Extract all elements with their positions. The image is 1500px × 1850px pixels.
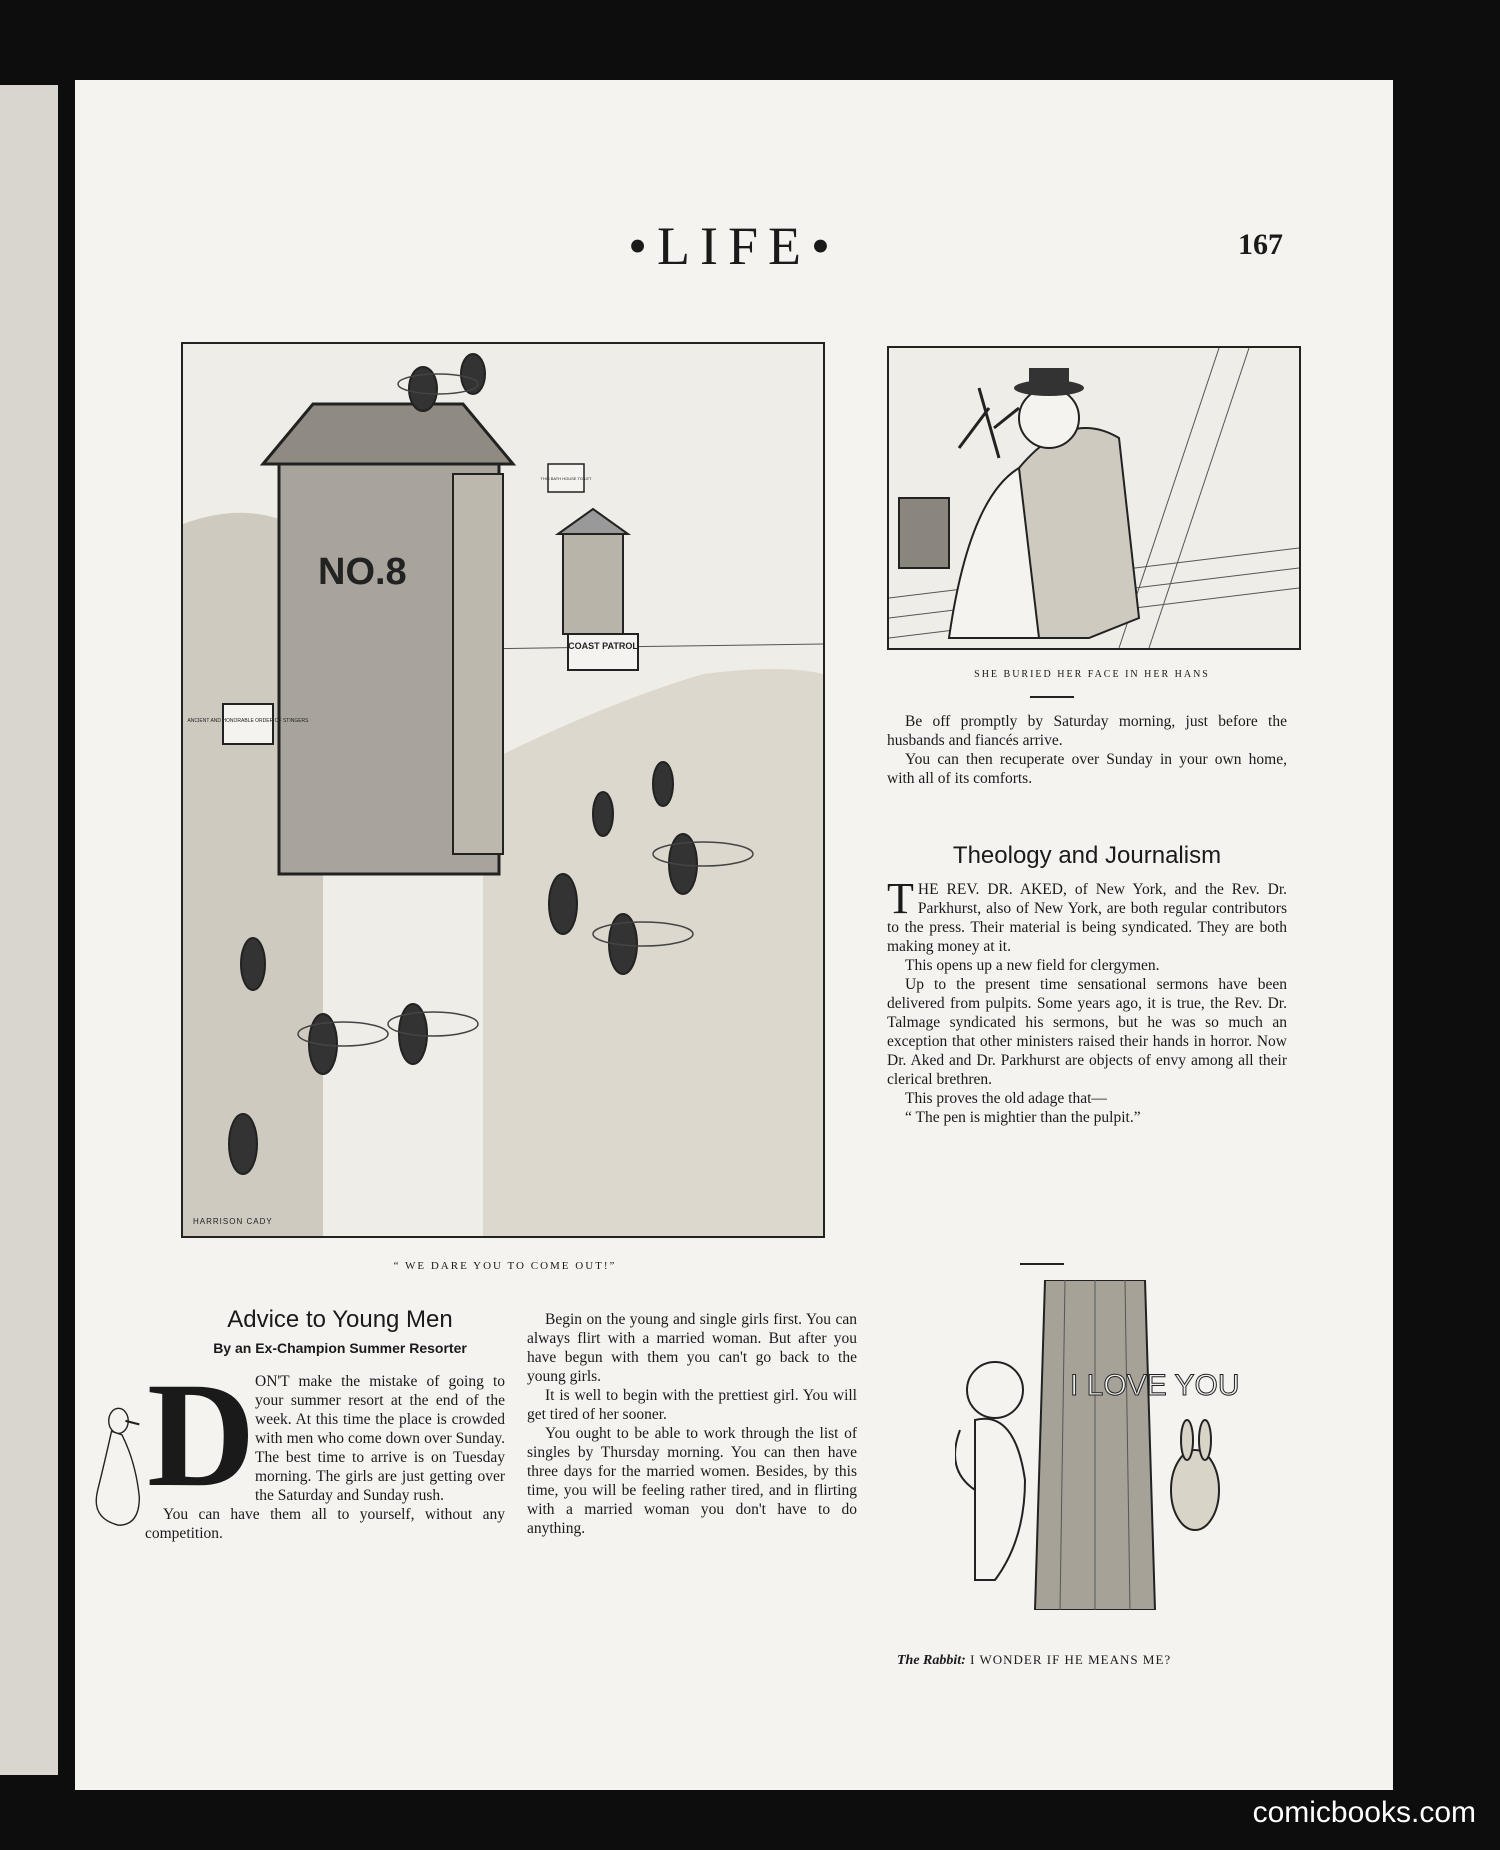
theology-headline: Theology and Journalism — [952, 842, 1222, 869]
caption-speaker: The Rabbit: — [897, 1653, 966, 1668]
cupid-illustration — [955, 1280, 1275, 1610]
advice-col3-paragraph: You can then recuperate over Sunday in your own home, with all of its comforts. — [887, 751, 1287, 787]
main-illustration — [181, 342, 825, 1238]
advice-column-2 — [527, 1310, 857, 1538]
theology-paragraph: Up to the present time sensational sermons have been delivered from pulpits. Some years ago, it is true, the Rev. Dr. Talmage syndicated his sermons, but he was so much an exception that other ministers raised their hands in horror. Now Dr. Aked and Dr. Parkhurst are objects of envy among all their clerical brethren. — [887, 976, 1287, 1088]
page-number: 167 — [1238, 228, 1283, 261]
advice-col1-paragraph: ON'T make the mistake of going to your summer resort at the end of the week. At this time the place is crowded with men who come down over Sunday. The best time to arrive is on Tuesday morning. The girls are just getting over the Saturday and Sunday rush. — [255, 1373, 505, 1504]
coast-patrol-sign: COAST PATROL — [568, 641, 638, 651]
no8-sign: NO.8 — [318, 551, 407, 593]
theology-paragraph: This proves the old adage that— — [905, 1090, 1107, 1107]
main-illustration-caption: “ WE DARE YOU TO COME OUT!” — [393, 1260, 617, 1272]
advice-col2-paragraph: It is well to begin with the prettiest girl. You will get tired of her sooner. — [527, 1387, 857, 1423]
advice-headline: Advice to Young Men — [227, 1306, 453, 1333]
magazine-page — [75, 80, 1393, 1790]
advice-byline: By an Ex-Champion Summer Resorter — [213, 1340, 467, 1356]
theology-paragraph-text: HE REV. DR. AKED, of New York, and the Rev. Dr. Parkhurst, also of New York, are both regular contributors to the press. Their material is being syndicated. They are both making money at it. — [887, 881, 1287, 955]
goose-icon — [75, 1400, 155, 1560]
advice-col2-paragraph: You ought to be able to work through the list of singles by Thursday morning. You can then have three days for the married women. Besides, by this time, you will be feeling rather tired, and in flirting with a married woman you don't have to do anything. — [527, 1425, 857, 1537]
advice-column-3 — [887, 712, 1287, 788]
artist-signature: HARRISON CADY — [193, 1217, 273, 1226]
theology-paragraph: “ The pen is mightier than the pulpit.” — [905, 1109, 1141, 1126]
stingers-sign: ANCIENT AND HONORABLE ORDER OF STINGERS — [187, 718, 309, 724]
adjacent-page-edge — [0, 85, 58, 1775]
advice-col2-paragraph: Begin on the young and single girls first. You can always flirt with a married woman. But after you have begun with them you can't go back to the young girls. — [527, 1311, 857, 1385]
divider-rule — [1030, 696, 1074, 698]
advice-col1-paragraph: You can have them all to yourself, without any competition. — [145, 1506, 505, 1542]
couple-illustration — [887, 346, 1301, 650]
outhouse — [263, 404, 513, 874]
caption-text: I WONDER IF HE MEANS ME? — [970, 1652, 1172, 1667]
tree-carving: I LOVE YOU — [1070, 1369, 1240, 1402]
svg-text:COAST PATROL — [568, 641, 638, 651]
advice-drop-cap: D — [147, 1352, 256, 1518]
site-watermark: comicbooks.com — [1252, 1796, 1476, 1829]
cupid-illustration-caption — [897, 1652, 1297, 1669]
bath-house-sign: THIS BATH HOUSE TO LET — [540, 476, 592, 481]
masthead-title: •LIFE• — [628, 216, 840, 276]
theology-first-paragraph — [887, 874, 1287, 956]
theology-body — [887, 874, 1287, 1127]
advice-column-1 — [145, 1372, 505, 1543]
advice-col3-paragraph: Be off promptly by Saturday morning, just before the husbands and fiancés arrive. — [887, 713, 1287, 749]
theology-drop-cap: T — [887, 874, 914, 923]
divider-rule — [1020, 1263, 1064, 1265]
couple-illustration-caption: SHE BURIED HER FACE IN HER HANS — [974, 669, 1210, 680]
theology-paragraph: This opens up a new field for clergymen. — [905, 957, 1160, 974]
